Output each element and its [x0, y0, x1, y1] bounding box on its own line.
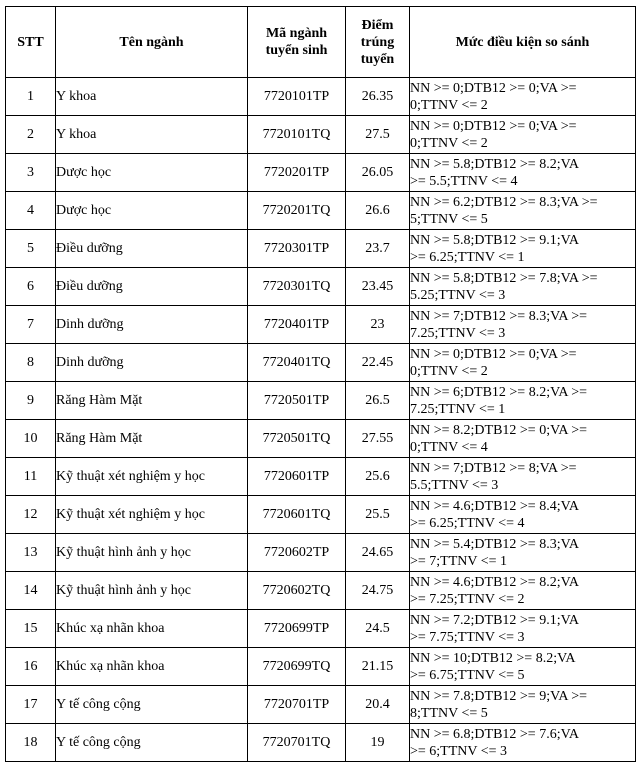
condition-line-1: NN >= 0;DTB12 >= 0;VA >= [410, 346, 577, 362]
cell-condition [410, 420, 636, 458]
cell-name: Kỹ thuật hình ảnh y học [56, 572, 248, 610]
cell-name: Kỹ thuật xét nghiệm y học [56, 458, 248, 496]
cell-stt: 3 [6, 154, 56, 192]
cell-code: 7720301TP [248, 230, 346, 268]
header-code [248, 7, 346, 78]
table-row [6, 306, 636, 344]
cell-code: 7720201TP [248, 154, 346, 192]
cell-stt: 11 [6, 458, 56, 496]
cell-score: 24.5 [346, 610, 410, 648]
condition-line-1: NN >= 7;DTB12 >= 8.3;VA >= [410, 308, 588, 324]
cell-stt: 15 [6, 610, 56, 648]
cell-code: 7720301TQ [248, 268, 346, 306]
condition-line-1: NN >= 7.8;DTB12 >= 9;VA >= [410, 688, 588, 704]
cell-code: 7720701TP [248, 686, 346, 724]
cell-stt: 16 [6, 648, 56, 686]
table-row [6, 78, 636, 116]
table-row [6, 496, 636, 534]
cell-score: 20.4 [346, 686, 410, 724]
table-row [6, 534, 636, 572]
condition-line-1: NN >= 7;DTB12 >= 8;VA >= [410, 460, 577, 476]
table-row [6, 724, 636, 762]
cell-name: Dinh dưỡng [56, 306, 248, 344]
cell-stt: 8 [6, 344, 56, 382]
table-row [6, 192, 636, 230]
table-row [6, 420, 636, 458]
condition-line-2: >= 6.75;TTNV <= 5 [410, 667, 525, 683]
cell-code: 7720501TP [248, 382, 346, 420]
admissions-table [5, 6, 636, 762]
cell-code: 7720602TQ [248, 572, 346, 610]
table-row [6, 686, 636, 724]
cell-score: 21.15 [346, 648, 410, 686]
cell-score: 25.6 [346, 458, 410, 496]
cell-condition [410, 268, 636, 306]
cell-score: 23.45 [346, 268, 410, 306]
cell-code: 7720201TQ [248, 192, 346, 230]
cell-condition [410, 610, 636, 648]
cell-code: 7720401TP [248, 306, 346, 344]
table-row [6, 154, 636, 192]
cell-condition [410, 572, 636, 610]
condition-line-1: NN >= 10;DTB12 >= 8.2;VA [410, 650, 576, 666]
cell-stt: 6 [6, 268, 56, 306]
cell-stt: 1 [6, 78, 56, 116]
cell-name: Y khoa [56, 78, 248, 116]
condition-line-2: >= 6;TTNV <= 3 [410, 743, 508, 759]
condition-line-2: 7.25;TTNV <= 1 [410, 401, 506, 417]
condition-line-1: NN >= 6.8;DTB12 >= 7.6;VA [410, 726, 579, 742]
cell-condition [410, 496, 636, 534]
cell-name: Y tế công cộng [56, 686, 248, 724]
cell-condition [410, 230, 636, 268]
cell-stt: 13 [6, 534, 56, 572]
condition-line-1: NN >= 6.2;DTB12 >= 8.3;VA >= [410, 194, 598, 210]
cell-stt: 14 [6, 572, 56, 610]
cell-stt: 17 [6, 686, 56, 724]
cell-condition [410, 344, 636, 382]
condition-line-2: >= 7.75;TTNV <= 3 [410, 629, 525, 645]
cell-code: 7720401TQ [248, 344, 346, 382]
cell-code: 7720699TP [248, 610, 346, 648]
condition-line-1: NN >= 5.8;DTB12 >= 9.1;VA [410, 232, 579, 248]
cell-score: 26.35 [346, 78, 410, 116]
cell-condition [410, 154, 636, 192]
condition-line-1: NN >= 4.6;DTB12 >= 8.4;VA [410, 498, 579, 514]
condition-line-1: NN >= 7.2;DTB12 >= 9.1;VA [410, 612, 579, 628]
cell-score: 23 [346, 306, 410, 344]
cell-name: Y khoa [56, 116, 248, 154]
condition-line-2: >= 7.25;TTNV <= 2 [410, 591, 525, 607]
cell-stt: 12 [6, 496, 56, 534]
table-row [6, 382, 636, 420]
table-row [6, 344, 636, 382]
header-code-line-2: tuyển sinh [265, 43, 328, 58]
table-row [6, 610, 636, 648]
condition-line-1: NN >= 5.4;DTB12 >= 8.3;VA [410, 536, 579, 552]
cell-condition [410, 382, 636, 420]
condition-line-1: NN >= 8.2;DTB12 >= 0;VA >= [410, 422, 588, 438]
cell-condition [410, 458, 636, 496]
cell-code: 7720699TQ [248, 648, 346, 686]
condition-line-2: 5;TTNV <= 5 [410, 211, 488, 227]
cell-name: Khúc xạ nhãn khoa [56, 648, 248, 686]
cell-score: 22.45 [346, 344, 410, 382]
condition-line-1: NN >= 4.6;DTB12 >= 8.2;VA [410, 574, 579, 590]
condition-line-2: >= 7;TTNV <= 1 [410, 553, 508, 569]
cell-score: 27.5 [346, 116, 410, 154]
cell-stt: 18 [6, 724, 56, 762]
condition-line-1: NN >= 5.8;DTB12 >= 7.8;VA >= [410, 270, 598, 286]
condition-line-2: 8;TTNV <= 5 [410, 705, 488, 721]
condition-line-2: >= 6.25;TTNV <= 4 [410, 515, 525, 531]
cell-name: Răng Hàm Mặt [56, 420, 248, 458]
cell-score: 27.55 [346, 420, 410, 458]
table-row [6, 230, 636, 268]
cell-score: 26.05 [346, 154, 410, 192]
cell-condition [410, 648, 636, 686]
condition-line-2: 5.25;TTNV <= 3 [410, 287, 506, 303]
cell-condition [410, 192, 636, 230]
cell-stt: 2 [6, 116, 56, 154]
condition-line-2: >= 5.5;TTNV <= 4 [410, 173, 518, 189]
cell-name: Dinh dưỡng [56, 344, 248, 382]
cell-name: Răng Hàm Mặt [56, 382, 248, 420]
condition-line-1: NN >= 0;DTB12 >= 0;VA >= [410, 118, 577, 134]
cell-condition [410, 686, 636, 724]
cell-score: 26.5 [346, 382, 410, 420]
condition-line-1: NN >= 6;DTB12 >= 8.2;VA >= [410, 384, 588, 400]
condition-line-2: 0;TTNV <= 2 [410, 135, 488, 151]
header-stt: STT [6, 7, 56, 78]
cell-condition [410, 306, 636, 344]
cell-condition [410, 116, 636, 154]
cell-score: 26.6 [346, 192, 410, 230]
cell-name: Kỹ thuật xét nghiệm y học [56, 496, 248, 534]
table-row [6, 116, 636, 154]
cell-stt: 9 [6, 382, 56, 420]
cell-name: Điều dưỡng [56, 268, 248, 306]
condition-line-2: 0;TTNV <= 4 [410, 439, 488, 455]
cell-code: 7720101TQ [248, 116, 346, 154]
table-row [6, 268, 636, 306]
cell-stt: 4 [6, 192, 56, 230]
condition-line-2: 0;TTNV <= 2 [410, 97, 488, 113]
cell-code: 7720602TP [248, 534, 346, 572]
cell-score: 25.5 [346, 496, 410, 534]
cell-stt: 10 [6, 420, 56, 458]
header-cond: Mức điều kiện so sánh [410, 7, 636, 78]
cell-name: Dược học [56, 192, 248, 230]
cell-score: 24.65 [346, 534, 410, 572]
cell-score: 24.75 [346, 572, 410, 610]
condition-line-1: NN >= 0;DTB12 >= 0;VA >= [410, 80, 577, 96]
header-score-line-3: tuyển [360, 51, 395, 67]
header-name: Tên ngành [56, 7, 248, 78]
cell-code: 7720501TQ [248, 420, 346, 458]
condition-line-2: >= 6.25;TTNV <= 1 [410, 249, 525, 265]
table-body [6, 78, 636, 762]
cell-condition [410, 724, 636, 762]
cell-code: 7720701TQ [248, 724, 346, 762]
table-row [6, 648, 636, 686]
cell-score: 23.7 [346, 230, 410, 268]
condition-line-2: 5.5;TTNV <= 3 [410, 477, 499, 493]
header-code-line-1: Mã ngành [265, 26, 328, 41]
cell-name: Y tế công cộng [56, 724, 248, 762]
cell-stt: 7 [6, 306, 56, 344]
cell-name: Điều dưỡng [56, 230, 248, 268]
cell-stt: 5 [6, 230, 56, 268]
cell-code: 7720601TP [248, 458, 346, 496]
header-score-line-2: trúng [360, 34, 395, 50]
cell-code: 7720601TQ [248, 496, 346, 534]
cell-score: 19 [346, 724, 410, 762]
header-score [346, 7, 410, 78]
table-row [6, 572, 636, 610]
condition-line-2: 0;TTNV <= 2 [410, 363, 488, 379]
table-row [6, 458, 636, 496]
header-row [6, 7, 636, 78]
condition-line-1: NN >= 5.8;DTB12 >= 8.2;VA [410, 156, 579, 172]
cell-condition [410, 534, 636, 572]
cell-code: 7720101TP [248, 78, 346, 116]
header-score-line-1: Điểm [361, 17, 394, 33]
cell-name: Kỹ thuật hình ảnh y học [56, 534, 248, 572]
condition-line-2: 7.25;TTNV <= 3 [410, 325, 506, 341]
cell-condition [410, 78, 636, 116]
cell-name: Dược học [56, 154, 248, 192]
cell-name: Khúc xạ nhãn khoa [56, 610, 248, 648]
